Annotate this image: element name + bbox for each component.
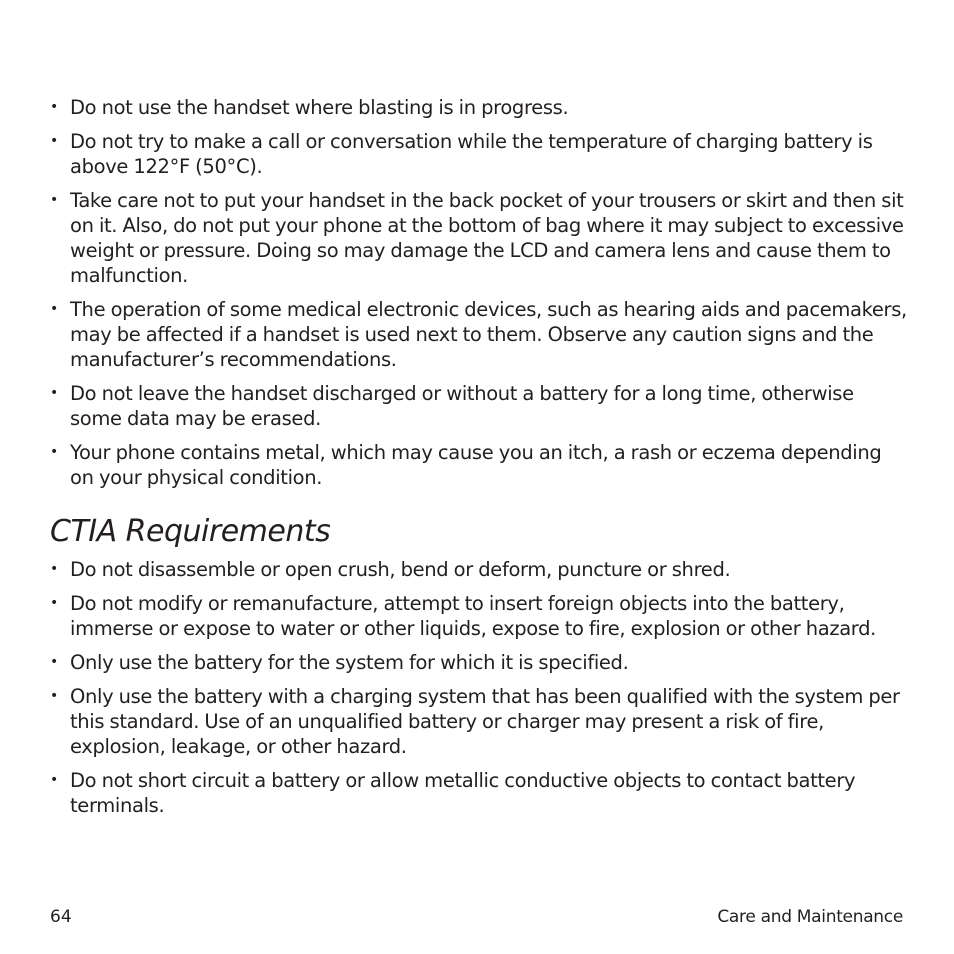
- footer-section-title: Care and Maintenance: [717, 907, 903, 927]
- list-item: [50, 440, 910, 490]
- list-item: [50, 768, 910, 818]
- list-item: [50, 591, 910, 641]
- list-item-text: Take care not to put your handset in the back pocket of your trousers or skirt and then sit on it. Also, do not put your phone at the bottom of bag where it may subject to excessive weight or pressure. Doing so may damage the LCD and camera lens and cause them to malfunction.: [70, 189, 904, 287]
- bullet: •: [50, 385, 58, 401]
- bullet: •: [50, 561, 58, 577]
- list-item-text: Your phone contains metal, which may cause you an itch, a rash or eczema depending on your physical condition.: [70, 441, 882, 489]
- bullet: •: [50, 654, 58, 670]
- list-item-text: Do not leave the handset discharged or without a battery for a long time, otherwise some data may be erased.: [70, 382, 854, 430]
- page-number: 64: [50, 907, 72, 927]
- bullet: •: [50, 688, 58, 704]
- section-heading: CTIA Requirements: [50, 514, 331, 549]
- ctia-requirements-list: [50, 557, 910, 827]
- precautions-list: [50, 95, 910, 499]
- bullet: •: [50, 301, 58, 317]
- list-item: [50, 557, 910, 582]
- list-item: [50, 129, 910, 179]
- bullet: •: [50, 772, 58, 788]
- bullet: •: [50, 133, 58, 149]
- list-item-text: Do not disassemble or open crush, bend or deform, puncture or shred.: [70, 558, 731, 581]
- list-item: [50, 381, 910, 431]
- list-item-text: Do not try to make a call or conversation while the temperature of charging battery is above 122°F (50°C).: [70, 130, 873, 178]
- bullet: •: [50, 595, 58, 611]
- bullet: •: [50, 99, 58, 115]
- list-item-text: Only use the battery with a charging system that has been qualified with the system per this standard. Use of an unqualified battery or charger may present a risk of fire, explosion, leakage, or other hazard.: [70, 685, 900, 758]
- bullet: •: [50, 192, 58, 208]
- list-item-text: Do not modify or remanufacture, attempt to insert foreign objects into the battery, immerse or expose to water or other liquids, expose to fire, explosion or other hazard.: [70, 592, 877, 640]
- list-item-text: Only use the battery for the system for which it is specified.: [70, 651, 629, 674]
- list-item: [50, 684, 910, 759]
- list-item: [50, 188, 910, 288]
- list-item: [50, 95, 910, 120]
- list-item: [50, 650, 910, 675]
- list-item-text: Do not short circuit a battery or allow metallic conductive objects to contact battery terminals.: [70, 769, 856, 817]
- list-item-text: The operation of some medical electronic devices, such as hearing aids and pacemakers, may be affected if a handset is used next to them. Observe any caution signs and the manufacturer’s recommendations.: [70, 298, 907, 371]
- list-item-text: Do not use the handset where blasting is in progress.: [70, 96, 569, 119]
- bullet: •: [50, 444, 58, 460]
- list-item: [50, 297, 910, 372]
